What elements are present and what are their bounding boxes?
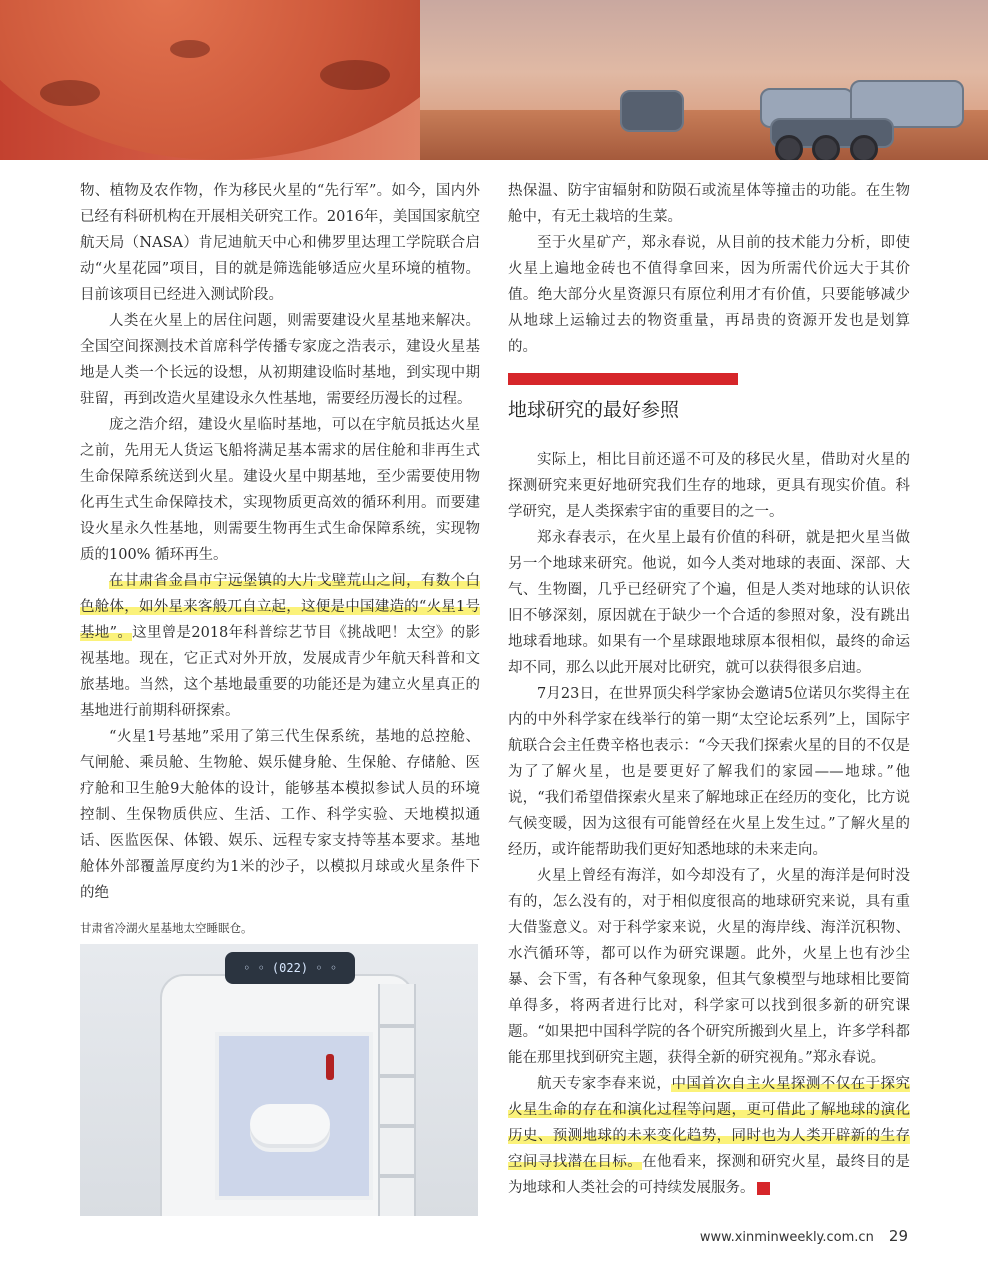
sleep-pod-photo bbox=[80, 944, 478, 1216]
paragraph-highlighted bbox=[508, 1071, 910, 1201]
photo-caption: 甘肃省冷湖火星基地太空睡眠仓。 bbox=[80, 921, 253, 935]
section-heading: 地球研究的最好参照 bbox=[508, 399, 680, 421]
paragraph: “火星1号基地”采用了第三代生保系统，基地的总控舱、气闸舱、乘员舱、生物舱、娱乐健身舱、生保舱、存储舱、医疗舱和卫生舱9大舱体的设计，能够基本模拟参试人员的环境控制、生保物质供应、生活、工作、科学实验、天地模拟通话、医监医保、体锻、娱乐、远程专家支持等基本要求。基地舱体外部覆盖厚度约为1米的沙子，以模拟月球或火星条件下的绝 bbox=[80, 729, 480, 901]
paragraph-highlighted bbox=[80, 568, 480, 724]
fire-extinguisher bbox=[326, 1054, 334, 1080]
pillow bbox=[250, 1104, 330, 1144]
footer-url: www.xinminweekly.com.cn bbox=[699, 1230, 874, 1245]
lander-module bbox=[620, 90, 684, 132]
right-column-body bbox=[508, 447, 910, 1201]
paragraph-text: 在他看来，探测和研究火星，最终目的是为地球和人类社会的可持续发展服务。 bbox=[508, 1154, 911, 1196]
panel-display: 022 bbox=[279, 961, 301, 975]
paragraph: 7月23日，在世界顶尖科学家协会邀请5位诺贝尔奖得主在内的中外科学家在线举行的第一期“太空论坛系列”上，国际宇航联合会主任费辛格也表示：“今天我们探索火星的目的不仅是为了了解火星，也是要更好了解我们的家园——地球。”他说，“我们希望借探索火星来了解地球正在经历的变化，比方说气候变暖，因为这很有可能曾经在火星上发生过。”了解火星的经历，或许能帮助我们更好知悉地球的未来走向。 bbox=[508, 686, 910, 858]
crater bbox=[320, 60, 390, 90]
paragraph: 火星上曾经有海洋，如今却没有了，火星的海洋是何时没有的，怎么没有的，对于相似度很高的地球研究来说，具有重大借鉴意义。对于科学家来说，火星的海岸线、海洋沉积物、水汽循环等，都可以作为研究课题。此外，火星上也有沙尘暴、会下雪，有各种气象现象，但其气象模型与地球相比要简单得多，将两者进行比对，科学家可以找到很多新的研究课题。“如果把中国科学院的各个研究所搬到火星上，许多学科都能在那里找到研究主题，获得全新的研究视角。”郑永春说。 bbox=[508, 868, 910, 1066]
ladder bbox=[378, 984, 416, 1216]
rover-wheel bbox=[850, 135, 878, 160]
page-number: 29 bbox=[888, 1227, 908, 1245]
left-column bbox=[80, 178, 480, 906]
highlighted-text: 在甘肃省金昌市宁远堡镇的大片戈壁荒山之间，有数个白色舱体，如外星来客般兀自立起，这便是中国建造的“火星1号基地”。 bbox=[80, 573, 480, 641]
paragraph: 物、植物及农作物，作为移民火星的“先行军”。如今，国内外已经有科研机构在开展相关研究工作。2016年，美国国家航空航天局（NASA）肯尼迪航天中心和佛罗里达理工学院联合启动“火星花园”项目，目的就是筛选能够适应火星环境的植物。目前该项目已经进入测试阶段。 bbox=[80, 183, 480, 303]
crater bbox=[170, 40, 210, 58]
paragraph: 至于火星矿产，郑永春说，从目前的技术能力分析，即使火星上遍地金砖也不值得拿回来，因为所需代价远大于其价值。绝大部分火星资源只有原位利用才有价值，只要能够减少从地球上运输过去的物资重量，再昂贵的资源开发也是划算的。 bbox=[508, 235, 910, 355]
paragraph: 人类在火星上的居住问题，则需要建设火星基地来解决。全国空间探测技术首席科学传播专家庞之浩表示，建设火星基地是人类一个长远的设想，从初期建设临时基地，到实现中期驻留，再到改造火星建设永久性基地，需要经历漫长的过程。 bbox=[80, 313, 480, 407]
paragraph: 热保温、防宇宙辐射和防陨石或流星体等撞击的功能。在生物舱中，有无土栽培的生菜。 bbox=[508, 183, 910, 225]
end-mark-icon bbox=[757, 1182, 770, 1195]
header-illustration bbox=[0, 0, 988, 160]
paragraph: 庞之浩介绍，建设火星临时基地，可以在宇航员抵达火星之前，先用无人货运飞船将满足基本需求的居住舱和非再生式生命保障系统送到火星。建设火星中期基地，至少需要使用物化再生式生命保障技术，实现物质更高效的循环利用。而要建设火星永久性基地，则需要生物再生式生命保障系统，实现物质的100% 循环再生。 bbox=[80, 417, 480, 563]
page-footer bbox=[700, 1226, 908, 1245]
highlighted-text: 中国首次自主火星探测不仅在于探究火星生命的存在和演化过程等问题，更可借此了解地球的演化历史、预测地球的未来变化趋势，同时也为人类开辟新的生存空间寻找潜在目标。 bbox=[508, 1076, 910, 1170]
section-divider-bar bbox=[508, 373, 738, 385]
rover-wheel bbox=[812, 135, 840, 160]
rover-wheel bbox=[775, 135, 803, 160]
paragraph-text: 这里曾是2018年科普综艺节目《挑战吧！太空》的影视基地。现在，它正式对外开放，发展成青少年航天科普和文旅基地。当然，这个基地最重要的功能还是为建立火星真正的基地进行前期科研探索。 bbox=[80, 625, 480, 719]
crater bbox=[40, 80, 100, 106]
paragraph-text: 航天专家李春来说， bbox=[537, 1076, 672, 1092]
right-column-top bbox=[508, 178, 910, 360]
paragraph: 实际上，相比目前还遥不可及的移民火星，借助对火星的探测研究来更好地研究我们生存的地球，更具有现实价值。科学研究，是人类探索宇宙的重要目的之一。 bbox=[508, 452, 910, 520]
paragraph: 郑永春表示，在火星上最有价值的科研，就是把火星当做另一个地球来研究。他说，如今人类对地球的表面、深部、大气、生物圈，几乎已经研究了个遍，但是人类对地球的认识依旧不够深刻，原因就在于缺少一个合适的参照对象，没有跳出地球看地球。如果有一个星球跟地球原本很相似，最终的命运却不同，那么以此开展对比研究，就可以获得很多启迪。 bbox=[508, 530, 910, 676]
control-panel: ◦ ◦ (022) ◦ ◦ bbox=[225, 952, 355, 984]
